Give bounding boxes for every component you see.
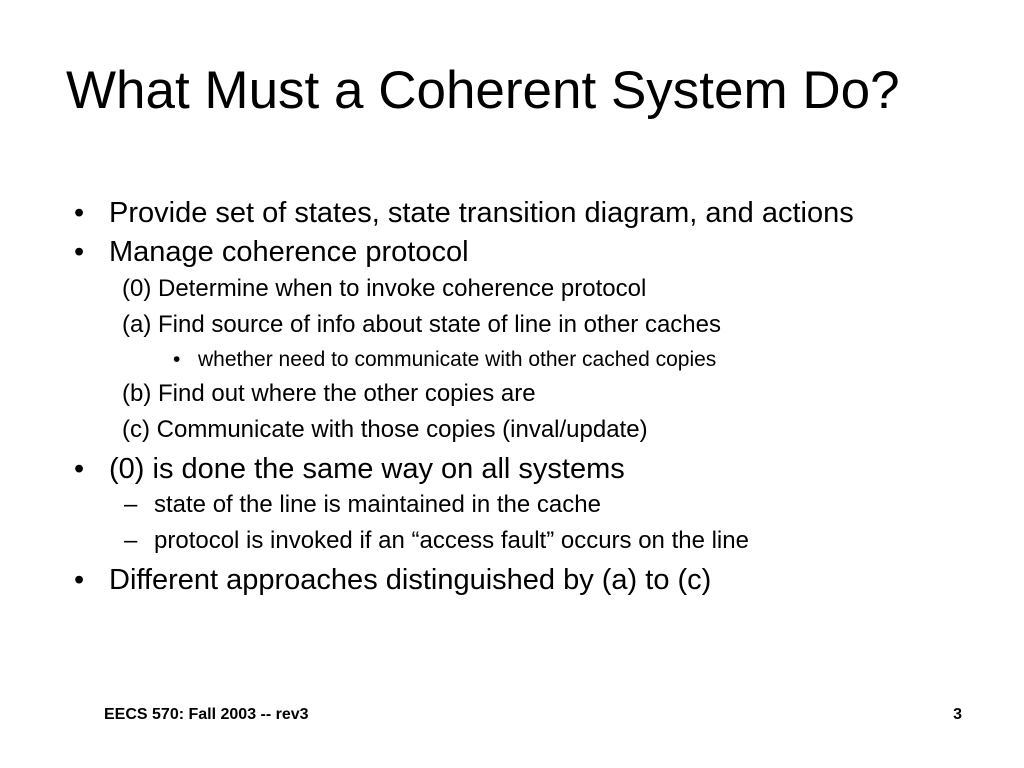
dash-marker: – <box>124 491 138 519</box>
bullet-item <box>72 564 932 596</box>
bullet-marker: • <box>74 452 85 485</box>
sub-sub-item <box>72 348 932 372</box>
dash-item-text: protocol is invoked if an “access fault” occurs on the line <box>154 527 749 555</box>
bullet-text: (0) is done the same way on all systems <box>109 452 625 485</box>
sub-sub-item-text: whether need to communicate with other cached copies <box>198 347 717 371</box>
bullet-marker: • <box>173 347 181 371</box>
bullet-marker: • <box>74 197 85 229</box>
bullet-item <box>72 236 932 268</box>
bullet-marker: • <box>74 564 85 597</box>
bullet-text: Provide set of states, state transition diagram, and actions <box>109 197 854 229</box>
dash-item <box>72 492 932 519</box>
dash-marker: – <box>124 527 138 555</box>
sub-item <box>72 417 932 444</box>
footer-page-number: 3 <box>953 706 962 723</box>
sub-item-text: (c) Communicate with those copies (inval/update) <box>122 416 648 444</box>
slide-title: What Must a Coherent System Do? <box>66 61 900 120</box>
bullet-text: Different approaches distinguished by (a) to (c) <box>109 564 712 597</box>
sub-item-text: (b) Find out where the other copies are <box>122 380 536 408</box>
sub-item-text: (0) Determine when to invoke coherence protocol <box>122 274 647 302</box>
sub-item-text: (a) Find source of info about state of line in other caches <box>122 310 722 338</box>
bullet-item <box>72 453 932 485</box>
sub-item <box>72 276 932 303</box>
bullet-item <box>72 197 932 229</box>
sub-item <box>72 312 932 339</box>
bullet-marker: • <box>74 236 85 269</box>
footer-course: EECS 570: Fall 2003 -- rev3 <box>104 706 309 723</box>
sub-item <box>72 381 932 408</box>
bullet-list <box>72 197 932 604</box>
bullet-text: Manage coherence protocol <box>109 236 469 269</box>
dash-item <box>72 528 932 555</box>
dash-item-text: state of the line is maintained in the cache <box>154 491 601 519</box>
